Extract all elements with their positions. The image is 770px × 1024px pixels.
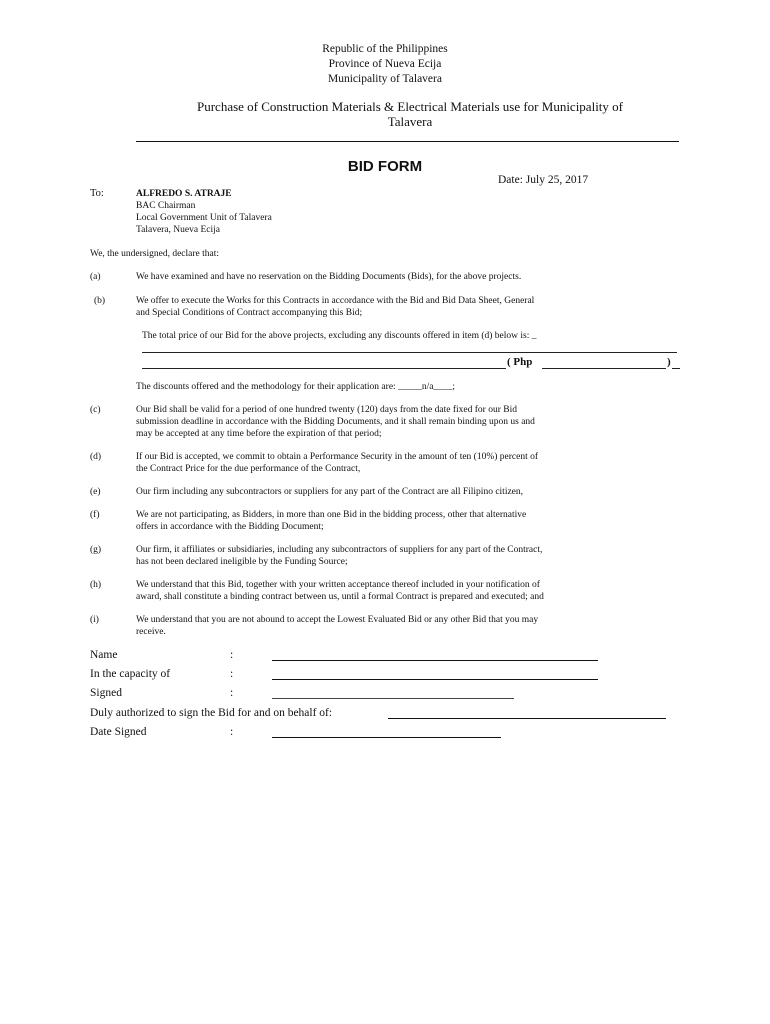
clause-c-line-1: Our Bid shall be valid for a period of one hundred twenty (120) days from the date fixed for our Bid: [136, 405, 517, 415]
clause-a-label: (a): [90, 272, 101, 282]
capacity-label: In the capacity of: [90, 668, 171, 680]
php-label: ( Php: [507, 356, 533, 368]
title-line-2: Talavera: [387, 114, 433, 129]
clause-h-line-2: award, shall constitute a binding contract between us, until a formal Contract is prepared and executed; and: [136, 592, 544, 602]
date-signed-label: Date Signed: [90, 726, 147, 738]
discounts-line: [136, 381, 455, 393]
date-signed-colon: :: [230, 726, 234, 738]
intro-text: We, the undersigned, declare that:: [90, 249, 220, 259]
clause-a-text: We have examined and have no reservation on the Bidding Documents (Bids), for the above projects.: [136, 272, 522, 282]
header-municipality: Municipality of Talavera: [328, 73, 442, 85]
signed-field[interactable]: [272, 698, 514, 699]
discounts-value: _____n/a____;: [398, 382, 456, 392]
total-price-text: The total price of our Bid for the above projects, excluding any discounts offered in item (d) below is: _: [142, 331, 537, 341]
header-republic: Republic of the Philippines: [322, 43, 448, 55]
php-amount-blank[interactable]: [542, 368, 666, 369]
clause-i-text: [136, 614, 681, 638]
addressee-position: BAC Chairman: [136, 201, 196, 211]
name-label: Name: [90, 649, 118, 661]
clause-g-line-2: has not been declared ineligible by the Funding Source;: [136, 557, 348, 567]
clause-b-text: [136, 295, 681, 319]
discounts-prefix: The discounts offered and the methodology for their application are:: [136, 382, 399, 392]
clause-i-line-1: We understand that you are not abound to accept the Lowest Evaluated Bid or any other Bid that you may: [136, 615, 539, 625]
clause-c-label: (c): [90, 405, 101, 415]
header-divider: [136, 141, 679, 142]
clause-e-label: (e): [90, 487, 101, 497]
capacity-colon: :: [230, 668, 234, 680]
clause-d-label: (d): [90, 452, 102, 462]
clause-f-text: [136, 509, 681, 533]
clause-c-text: [136, 404, 681, 440]
addressee-office: Local Government Unit of Talavera: [136, 213, 272, 223]
clause-f-label: (f): [90, 510, 100, 520]
document-title: [150, 99, 670, 129]
clause-g-line-1: Our firm, it affiliates or subsidiaries, including any subcontractors of suppliers for any part of the Contract,: [136, 545, 543, 555]
clause-c-line-2: submission deadline in accordance with the Bidding Documents, and it shall remain binding upon us and: [136, 417, 535, 427]
clause-i-label: (i): [90, 615, 99, 625]
clause-b-line-1: We offer to execute the Works for this Contracts in accordance with the Bid and Bid Data Sheet, General: [136, 296, 535, 306]
title-line-1: Purchase of Construction Materials & Electrical Materials use for Municipality of: [197, 99, 623, 114]
signed-colon: :: [230, 687, 234, 699]
clause-b-line-2: and Special Conditions of Contract accompanying this Bid;: [136, 308, 363, 318]
clause-h-text: [136, 579, 681, 603]
total-price-blank-2[interactable]: [142, 368, 506, 369]
addressee-location: Talavera, Nueva Ecija: [136, 225, 220, 235]
clause-g-label: (g): [90, 545, 102, 555]
clause-d-line-1: If our Bid is accepted, we commit to obtain a Performance Security in the amount of ten (10%) percent of: [136, 452, 539, 462]
clause-f-line-1: We are not participating, as Bidders, in more than one Bid in the bidding process, other that alternative: [136, 510, 527, 520]
date-signed-field[interactable]: [272, 737, 501, 738]
clause-d-line-2: the Contract Price for the due performance of the Contract,: [136, 464, 361, 474]
signed-label: Signed: [90, 687, 122, 699]
clause-h-line-1: We understand that this Bid, together with your written acceptance thereof included in your notification of: [136, 580, 540, 590]
clause-b-label: (b): [94, 296, 106, 306]
header-province: Province of Nueva Ecija: [328, 58, 442, 70]
name-colon: :: [230, 649, 234, 661]
clause-d-text: [136, 451, 681, 475]
authorized-field[interactable]: [388, 718, 666, 719]
clause-i-line-2: receive.: [136, 627, 166, 637]
addressee-name: ALFREDO S. ATRAJE: [136, 189, 232, 199]
addressee-block: [136, 188, 436, 236]
php-trailing-line: [672, 368, 680, 369]
total-price-blank-1[interactable]: [142, 352, 677, 353]
clause-g-text: [136, 544, 681, 568]
clause-c-line-3: may be accepted at any time before the expiration of that period;: [136, 429, 382, 439]
clause-f-line-2: offers in accordance with the Bidding Document;: [136, 522, 324, 532]
to-label: To:: [90, 188, 104, 199]
authorized-label: Duly authorized to sign the Bid for and on behalf of:: [90, 707, 333, 719]
form-date: Date: July 25, 2017: [498, 174, 589, 186]
capacity-field[interactable]: [272, 679, 598, 680]
form-heading: BID FORM: [347, 158, 423, 175]
php-close: ): [667, 356, 671, 368]
clause-h-label: (h): [90, 580, 102, 590]
name-field[interactable]: [272, 660, 598, 661]
clause-e-text: Our firm including any subcontractors or suppliers for any part of the Contract are all Filipino citizen,: [136, 487, 524, 497]
